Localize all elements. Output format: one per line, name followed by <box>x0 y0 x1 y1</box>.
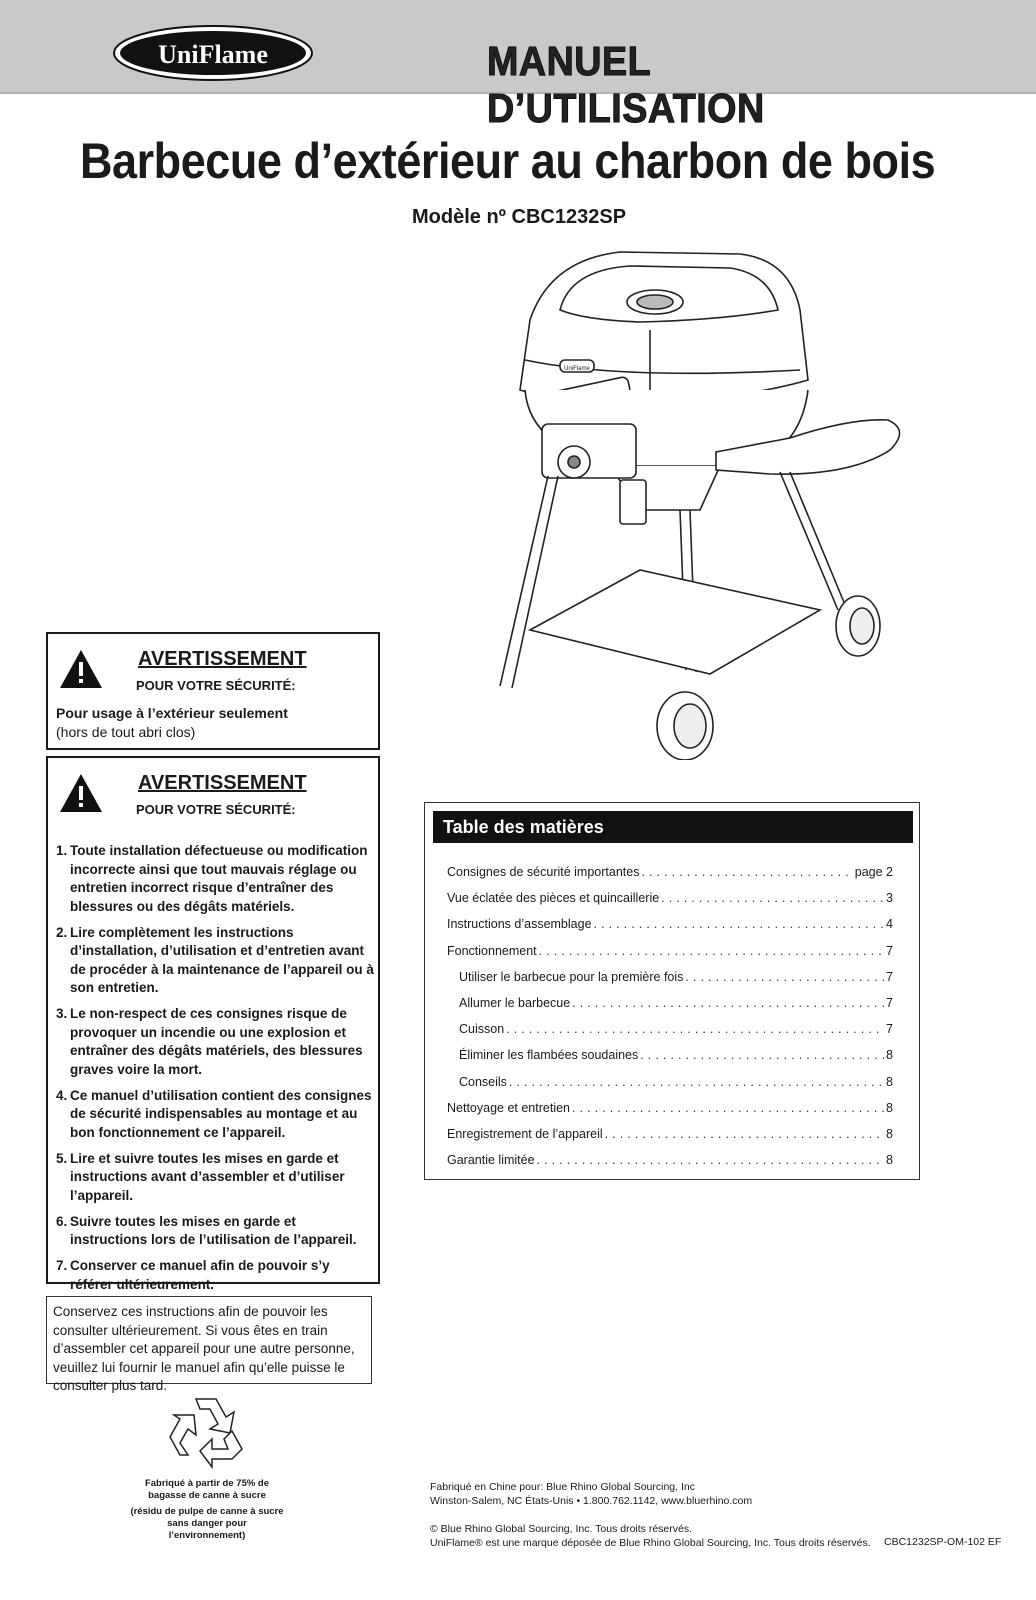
toc-title: Table des matières <box>433 811 913 843</box>
list-item: 1. Toute installation défectueuse ou modification incorrecte ainsi que tout mauvais réglage ou entretien incorrect risque d’entraîner des blessures ou des dégâts matériels. <box>56 843 368 914</box>
list-item: 6. Suivre toutes les mises en garde et instructions lors de l’utilisation de l’appareil. <box>56 1213 357 1247</box>
toc-entry[interactable]: Enregistrement de l’appareil . . . 8 <box>447 1125 893 1151</box>
recycle-icon <box>166 1393 246 1469</box>
manual-title: MANUEL D’UTILISATION <box>487 38 765 131</box>
toc-entry[interactable]: Utiliser le barbecue pour la première fois . . . 7 <box>447 968 893 994</box>
footer-legal <box>430 1522 871 1550</box>
warning-subtitle: POUR VOTRE SÉCURITÉ: <box>136 802 296 817</box>
model-number: Modèle nº CBC1232SP <box>412 206 627 228</box>
warning-title: AVERTISSEMENT <box>138 648 307 670</box>
warning-box-safety <box>46 756 380 1292</box>
warning-body-bold: Pour usage à l’extérieur seulement <box>56 705 288 721</box>
toc-entry[interactable]: Nettoyage et entretien . . . 8 <box>447 1099 893 1125</box>
list-item: 2. Lire complètement les instructions d’installation, d’utilisation et d’entretien avant de procéder à la maintenance de l’appareil ou à son entretien. <box>56 924 374 995</box>
warning-body-text: (hors de tout abri clos) <box>56 724 196 740</box>
warning-triangle-icon <box>58 648 104 690</box>
page-title: Barbecue d’extérieur au charbon de bois <box>80 133 936 189</box>
brand-text: UniFlame <box>158 40 268 69</box>
table-of-contents <box>424 802 920 1180</box>
toc-entry[interactable]: Fonctionnement . . . 7 <box>447 942 893 968</box>
footer-copyright: © Blue Rhino Global Sourcing, Inc. Tous droits réservés. <box>430 1523 693 1535</box>
toc-entry[interactable]: Vue éclatée des pièces et quincaillerie . . . 3 <box>447 889 893 915</box>
safety-list <box>56 842 374 1302</box>
warning-title: AVERTISSEMENT <box>138 772 307 794</box>
toc-entry[interactable]: Consignes de sécurité importantes . . . page 2 <box>447 863 893 889</box>
document-number: CBC1232SP-OM-102 EF <box>884 1536 1002 1548</box>
uniflame-logo <box>112 24 314 82</box>
list-item: 4. Ce manuel d’utilisation contient des consignes de sécurité indispensables au montage et au bon fonctionnement ce l’appareil. <box>56 1087 372 1140</box>
list-item: 3. Le non-respect de ces consignes risque de provoquer un incendie ou une explosion et entraîner des dégâts matériels, des blessures graves voire la mort. <box>56 1006 363 1077</box>
footer-trademark: UniFlame® est une marque déposée de Blue Rhino Global Sourcing, Inc. Tous droits réservés. <box>430 1537 871 1549</box>
warning-triangle-icon <box>58 772 104 814</box>
warning-box-outdoor <box>46 632 380 750</box>
warning-subtitle: POUR VOTRE SÉCURITÉ: <box>136 678 296 693</box>
keep-instructions-notice: Conservez ces instructions afin de pouvoir les consulter ultérieurement. Si vous êtes en train d’assembler cet appareil pour une autre personne, veuillez lui fournir le manuel afin qu’elle puisse le consulter plus tard. <box>46 1296 372 1384</box>
toc-entry[interactable]: Conseils . . . 8 <box>447 1073 893 1099</box>
footer-made-in: Fabriqué en Chine pour: Blue Rhino Global Sourcing, Inc <box>430 1481 695 1493</box>
recycle-line-2: (résidu de pulpe de canne à sucre sans danger pour l’environnement) <box>130 1506 284 1541</box>
grill-illustration <box>490 240 910 760</box>
warning-body <box>56 704 288 742</box>
footer-address: Winston-Salem, NC États-Unis • 1.800.762.1142, www.bluerhino.com <box>430 1495 753 1507</box>
footer-manufacturer <box>430 1480 752 1508</box>
list-item: 7. Conserver ce manuel afin de pouvoir s’y référer ultérieurement. <box>56 1258 330 1292</box>
toc-entry[interactable]: Garantie limitée . . . 8 <box>447 1151 893 1177</box>
toc-entry[interactable]: Éliminer les flambées soudaines . . . 8 <box>447 1046 893 1072</box>
recycle-line-1: Fabriqué à partir de 75% de bagasse de canne à sucre <box>144 1478 270 1501</box>
toc-entry[interactable]: Allumer le barbecue . . . 7 <box>447 994 893 1020</box>
recycle-text <box>128 1478 286 1542</box>
grill-logo-text: UniFlame <box>564 366 590 372</box>
toc-list <box>447 863 893 1177</box>
toc-entry[interactable]: Cuisson . . . 7 <box>447 1020 893 1046</box>
list-item: 5. Lire et suivre toutes les mises en garde et instructions avant d’assembler et d’utiliser l’appareil. <box>56 1150 345 1203</box>
toc-entry[interactable]: Instructions d’assemblage . . . 4 <box>447 915 893 941</box>
